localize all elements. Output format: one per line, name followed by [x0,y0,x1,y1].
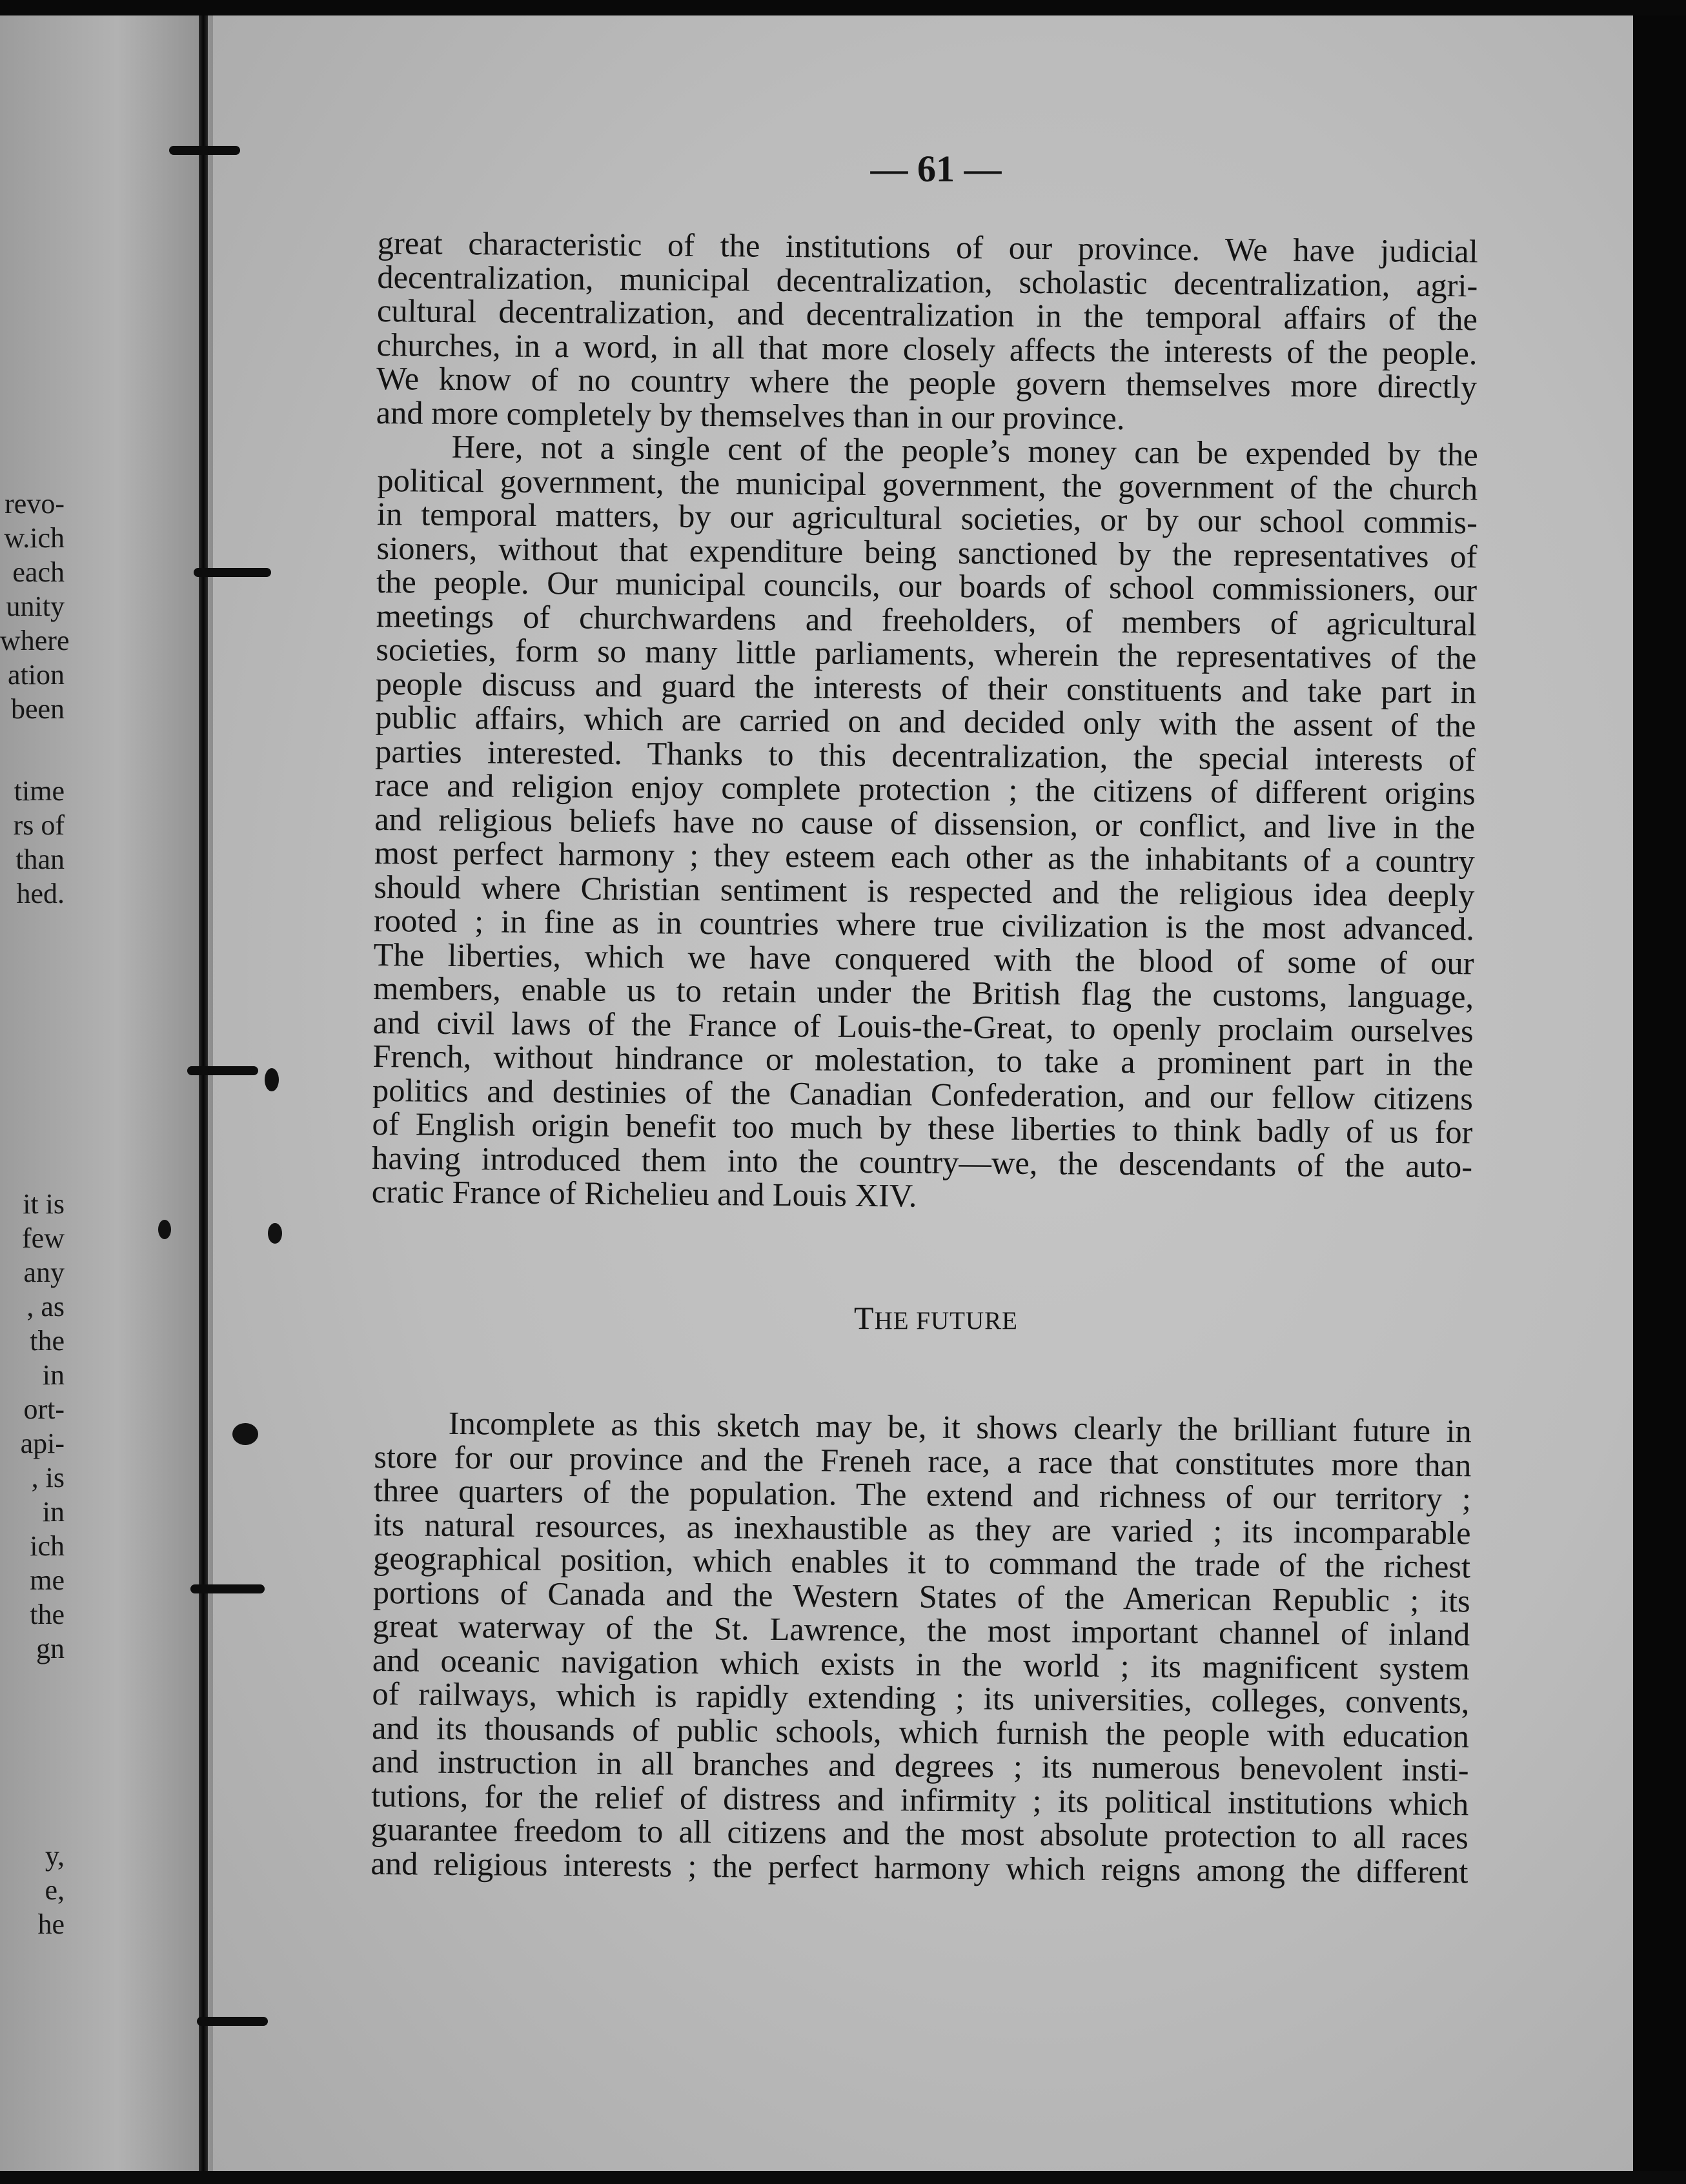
text-line: cratic France of Richelieu and Louis XIV. [371,1173,917,1214]
text-line: French, without hindrance or molestation, to take a prominent part in the [372,1037,1474,1083]
left-page-fragment [0,1839,65,1941]
binding-stitch [187,1066,258,1075]
text-line: and oceanic navigation which exists in the world ; its magnificent system [372,1641,1470,1686]
text-line: We know of no country where the people govern themselves more directly [376,359,1478,405]
left-page-edge [0,15,213,2171]
section-heading [839,1299,1033,1337]
text-line: and more completely by themselves than in our province. [376,394,1125,436]
text-line: of English origin benefit too much by these liberties to think badly of us for [372,1105,1473,1151]
left-page-fragment [0,1187,65,1666]
left-line: the [30,1325,65,1357]
text-line: the people. Our municipal councils, our boards of school commissioners, our [376,563,1478,609]
text-line: most perfect harmony ; they esteem each other as the inhabitants of a country [374,834,1476,880]
text-line: churches, in a word, in all that more closely affects the interests of the people. [376,326,1478,371]
left-line: me [30,1564,65,1596]
text-line: sioners, without that expenditure being sanctioned by the representatives of [376,529,1478,574]
left-line: in [42,1496,65,1528]
text-line: great characteristic of the institutions of our province. We have judicial [377,225,1478,270]
text-line: meetings of churchwardens and freeholders, of members of agricultural [376,597,1477,642]
text-line: store for our province and the Freneh race, a race that constitutes more than [374,1438,1472,1483]
left-line: gn [36,1633,65,1664]
text-line: its natural resources, as inexhaustible as they are varied ; its incomparable [373,1506,1471,1551]
text-line: geographical position, which enables it to command the trade of the richest [372,1539,1471,1585]
text-line: societies, form so many little parliaments, wherein the representatives of the [376,631,1477,676]
left-line: ation [8,659,65,691]
text-line: portions of Canada and the Western States of the American Republic ; its [372,1573,1470,1619]
binding-stitch [197,2017,268,2026]
text-line: guarantee freedom to all citizens and the most absolute protection to all races [371,1810,1469,1856]
left-line: time [14,775,65,807]
text-line: tutions, for the relief of distress and infirmity ; its political institutions which [371,1777,1469,1822]
left-line: where [0,625,70,656]
text-line: great waterway of the St. Lawrence, the most important channel of inland [372,1607,1470,1653]
text-line: and civil laws of the France of Louis-the-Great, to openly proclaim ourselves [372,1004,1474,1049]
left-line: e, [45,1874,65,1906]
text-line: rooted ; in fine as in countries where true civilization is the most advanced. [373,902,1475,947]
left-line: rs of [13,809,65,841]
left-line: , as [26,1291,65,1322]
left-line: unity [6,591,65,622]
heading-initial: T [854,1300,875,1336]
left-line: ort- [23,1393,65,1425]
left-line: revo- [5,488,65,520]
heading-rest: HE FUTURE [874,1307,1018,1335]
text-line: political government, the municipal government, the government of the church [377,461,1478,507]
ink-blot [158,1220,171,1239]
left-page-fragment [0,487,70,726]
left-line: it is [23,1188,65,1220]
binding-spine [199,15,208,2171]
ink-blot [232,1423,258,1445]
left-line: api- [20,1428,65,1459]
paragraph-decentralization [372,429,1478,1217]
left-line: any [23,1257,65,1288]
left-line: ich [30,1530,65,1562]
text-line: The liberties, which we have conquered with the blood of some of our [373,936,1474,981]
ink-blot [268,1223,282,1244]
text-line: Here, not a single cent of the people’s money can be expended by the [451,428,1478,473]
text-line: race and religion enjoy complete protection ; the citizens of different origins [374,766,1476,812]
text-line: decentralization, municipal decentralization, scholastic decentralization, agri- [377,258,1478,303]
binding-stitch [194,568,271,577]
text-line: and instruction in all branches and degrees ; its numerous benevolent insti- [371,1743,1469,1788]
text-line: of railways, which is rapidly extending ; its universities, colleges, convents, [372,1675,1470,1721]
binding-stitch [190,1584,265,1593]
text-line: parties interested. Thanks to this decentralization, the special interests of [374,733,1476,778]
left-line: , is [31,1462,65,1493]
left-line: than [15,844,65,875]
left-line: hed. [16,878,65,909]
text-line: in temporal matters, by our agricultural societies, or by our school commis- [376,495,1478,541]
text-line: members, enable us to retain under the British flag the customs, language, [372,969,1474,1015]
text-line: politics and destinies of the Canadian Confederation, and our fellow citizens [372,1071,1474,1117]
left-line: each [12,556,65,588]
scan-top-border [0,0,1686,15]
left-line: w.ich [4,522,65,554]
binding-stitch [169,146,240,155]
left-line: few [22,1222,65,1254]
text-line: public affairs, which are carried on and decided only with the assent of the [375,698,1476,744]
text-line: having introduced them into the country—we, the descendants of the auto- [371,1139,1473,1184]
text-line: three quarters of the population. The extend and richness of our territory ; [373,1471,1472,1517]
text-line: and its thousands of public schools, which furnish the people with education [371,1709,1470,1754]
left-line: he [37,1908,65,1940]
paragraph-continued [376,226,1478,438]
left-line: in [42,1359,65,1391]
text-line: people discuss and guard the interests of their constituents and take part in [375,665,1477,710]
paragraph-future [371,1406,1472,1888]
scan-right-border [1633,15,1686,2171]
page-number: — 61 — [870,148,1002,190]
text-line: should where Christian sentiment is respected and the religious idea deeply [374,868,1475,913]
ink-blot [265,1068,279,1091]
text-line: Incomplete as this sketch may be, it shows clearly the brilliant future in [448,1404,1472,1450]
text-line: cultural decentralization, and decentralization in the temporal affairs of the [376,292,1478,338]
left-page-fragment [0,774,65,911]
text-line: and religious interests ; the perfect harmony which reigns among the different [371,1845,1468,1890]
left-line: the [30,1599,65,1630]
text-line: and religious beliefs have no cause of dissension, or conflict, and live in the [374,800,1476,845]
left-line: been [10,693,65,725]
left-line: y, [45,1840,65,1872]
